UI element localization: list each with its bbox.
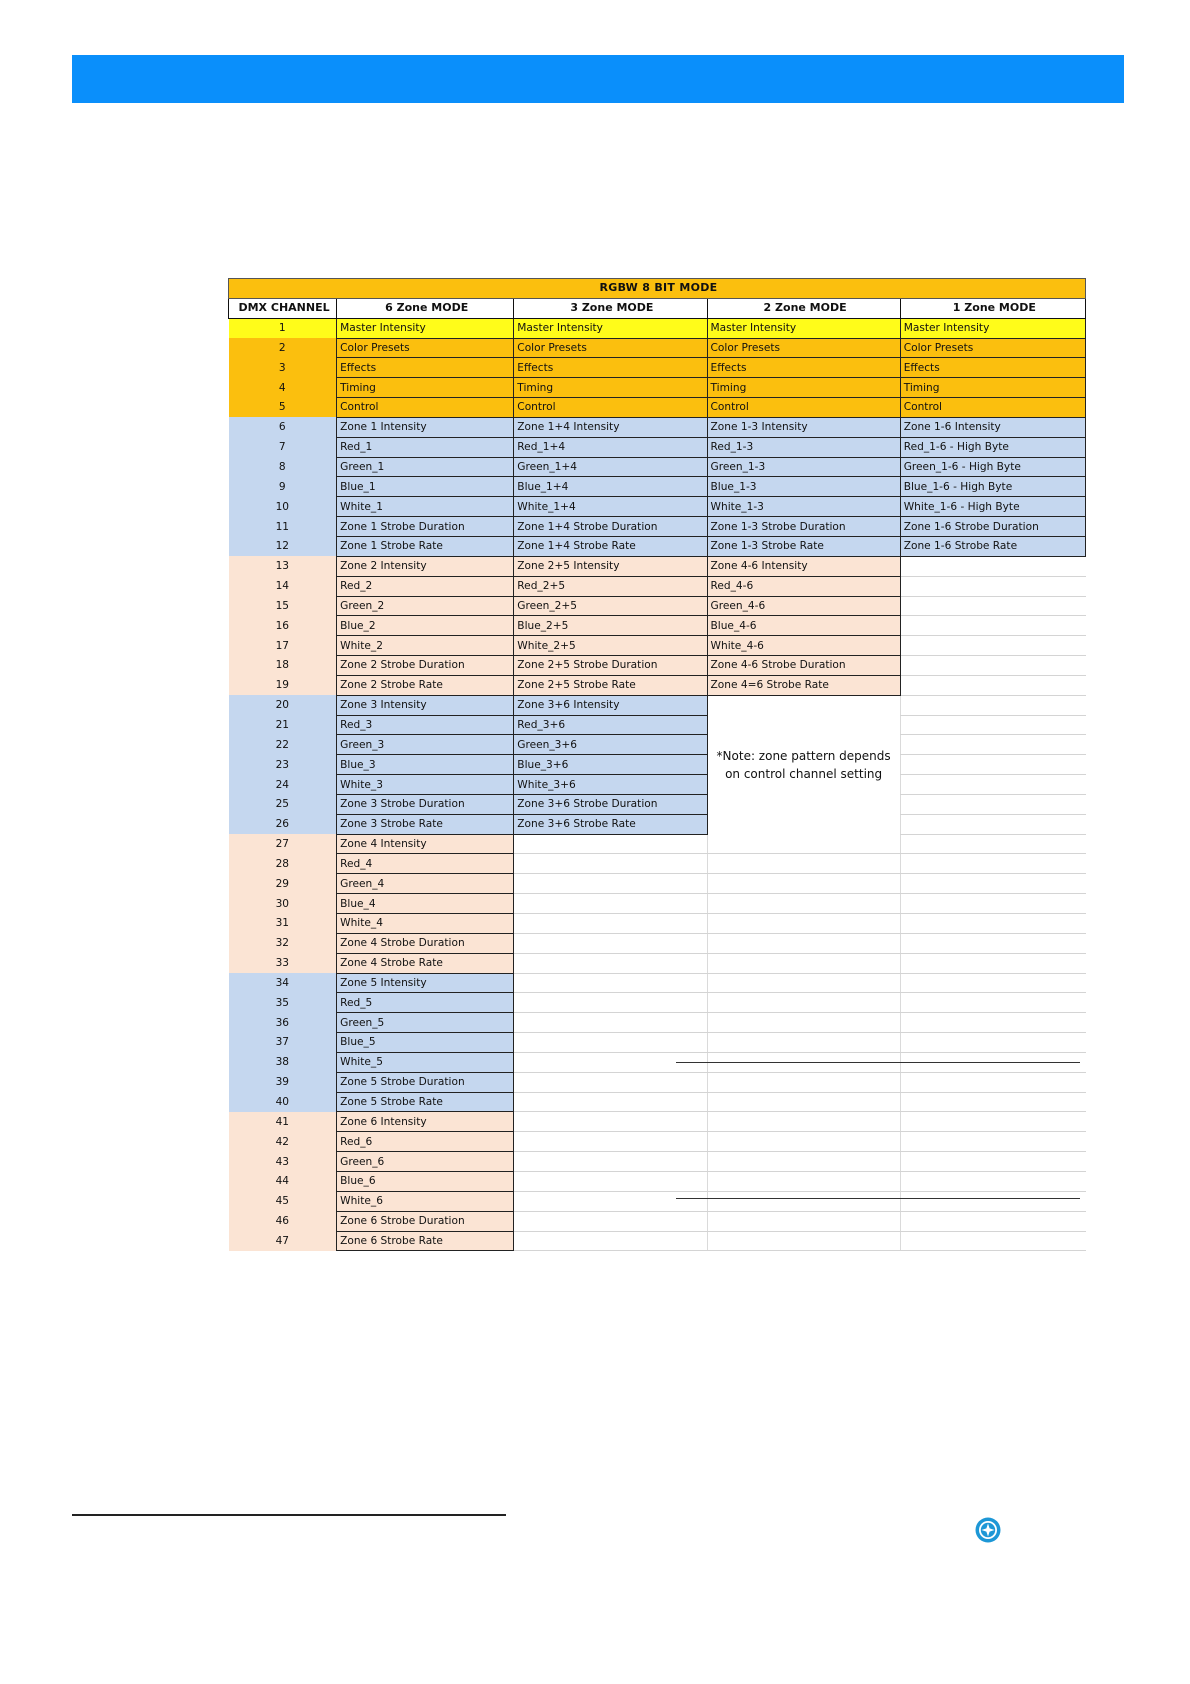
cell-6-zone: White_2 <box>337 636 514 656</box>
cell-6-zone: Blue_3 <box>337 755 514 775</box>
table-row <box>229 656 1086 676</box>
cell-2-zone: Color Presets <box>707 338 900 358</box>
cell-2-zone: Zone 4-6 Strobe Duration <box>707 656 900 676</box>
channel-number: 28 <box>229 854 337 874</box>
table-body <box>229 318 1086 1251</box>
cell-3-zone: Green_1+4 <box>514 457 707 477</box>
table-row <box>229 556 1086 576</box>
header-3-zone: 3 Zone MODE <box>514 298 707 318</box>
channel-number: 36 <box>229 1013 337 1033</box>
cell-2-zone <box>707 914 900 934</box>
table-row <box>229 318 1086 338</box>
channel-number: 1 <box>229 318 337 338</box>
cell-6-zone: Zone 3 Strobe Duration <box>337 794 514 814</box>
cell-1-zone <box>900 1152 1085 1172</box>
channel-number: 44 <box>229 1171 337 1191</box>
table-row <box>229 1052 1086 1072</box>
cell-2-zone: Zone 4-6 Intensity <box>707 556 900 576</box>
cell-3-zone <box>514 1052 707 1072</box>
cell-3-zone <box>514 993 707 1013</box>
channel-number: 16 <box>229 616 337 636</box>
cell-6-zone: Blue_6 <box>337 1171 514 1191</box>
cell-1-zone <box>900 1092 1085 1112</box>
cell-1-zone <box>900 576 1085 596</box>
cell-3-zone: White_3+6 <box>514 775 707 795</box>
table-row <box>229 735 1086 755</box>
cell-1-zone <box>900 755 1085 775</box>
channel-number: 35 <box>229 993 337 1013</box>
cell-6-zone: Green_1 <box>337 457 514 477</box>
cell-2-zone <box>707 1112 900 1132</box>
cell-3-zone <box>514 1211 707 1231</box>
channel-number: 24 <box>229 775 337 795</box>
cell-6-zone: Red_4 <box>337 854 514 874</box>
cell-6-zone: Control <box>337 398 514 418</box>
cell-3-zone: Zone 3+6 Intensity <box>514 695 707 715</box>
table-row <box>229 1132 1086 1152</box>
table-row <box>229 576 1086 596</box>
cell-2-zone: White_1-3 <box>707 497 900 517</box>
cell-3-zone <box>514 874 707 894</box>
cell-6-zone: Zone 4 Strobe Rate <box>337 953 514 973</box>
cell-3-zone: Zone 1+4 Strobe Rate <box>514 536 707 556</box>
cell-3-zone <box>514 854 707 874</box>
cell-1-zone <box>900 914 1085 934</box>
channel-number: 33 <box>229 953 337 973</box>
cell-6-zone: Blue_5 <box>337 1033 514 1053</box>
table-row <box>229 1211 1086 1231</box>
cell-3-zone: Green_3+6 <box>514 735 707 755</box>
channel-number: 8 <box>229 457 337 477</box>
table-row <box>229 1191 1086 1211</box>
table-row <box>229 874 1086 894</box>
header-6-zone: 6 Zone MODE <box>337 298 514 318</box>
footer-rule <box>72 1514 506 1516</box>
cell-1-zone: Zone 1-6 Strobe Duration <box>900 517 1085 537</box>
cell-3-zone: Color Presets <box>514 338 707 358</box>
cell-6-zone: Zone 5 Strobe Rate <box>337 1092 514 1112</box>
cell-6-zone: White_5 <box>337 1052 514 1072</box>
cell-3-zone: Master Intensity <box>514 318 707 338</box>
cell-3-zone <box>514 914 707 934</box>
cell-3-zone: Red_3+6 <box>514 715 707 735</box>
header-row <box>229 298 1086 318</box>
table-row <box>229 814 1086 834</box>
channel-number: 12 <box>229 536 337 556</box>
cell-1-zone: Green_1-6 - High Byte <box>900 457 1085 477</box>
cell-6-zone: Zone 5 Strobe Duration <box>337 1072 514 1092</box>
channel-number: 37 <box>229 1033 337 1053</box>
header-1-zone: 1 Zone MODE <box>900 298 1085 318</box>
cell-6-zone: Color Presets <box>337 338 514 358</box>
cell-2-zone: Timing <box>707 378 900 398</box>
cell-1-zone <box>900 596 1085 616</box>
table-row <box>229 457 1086 477</box>
cell-1-zone <box>900 1052 1085 1072</box>
cell-2-zone <box>707 1152 900 1172</box>
cell-6-zone: Green_6 <box>337 1152 514 1172</box>
cell-1-zone <box>900 735 1085 755</box>
cell-3-zone: Control <box>514 398 707 418</box>
cell-2-zone <box>707 1171 900 1191</box>
cell-3-zone: White_1+4 <box>514 497 707 517</box>
cell-3-zone: Zone 2+5 Intensity <box>514 556 707 576</box>
cell-6-zone: Master Intensity <box>337 318 514 338</box>
channel-number: 7 <box>229 437 337 457</box>
cell-6-zone: Zone 2 Strobe Duration <box>337 656 514 676</box>
cell-1-zone <box>900 1191 1085 1211</box>
table-row <box>229 755 1086 775</box>
cell-2-zone <box>707 973 900 993</box>
channel-number: 27 <box>229 834 337 854</box>
cell-2-zone: Red_4-6 <box>707 576 900 596</box>
cell-1-zone <box>900 1033 1085 1053</box>
channel-number: 40 <box>229 1092 337 1112</box>
table-row <box>229 1072 1086 1092</box>
dmx-channel-table <box>228 278 1086 1251</box>
channel-number: 15 <box>229 596 337 616</box>
cell-6-zone: Red_1 <box>337 437 514 457</box>
channel-number: 39 <box>229 1072 337 1092</box>
channel-number: 29 <box>229 874 337 894</box>
cell-6-zone: Zone 4 Intensity <box>337 834 514 854</box>
table-row <box>229 1112 1086 1132</box>
cell-6-zone: Zone 3 Intensity <box>337 695 514 715</box>
cell-6-zone: Zone 2 Strobe Rate <box>337 675 514 695</box>
cell-2-zone <box>707 834 900 854</box>
cell-2-zone <box>707 953 900 973</box>
channel-number: 21 <box>229 715 337 735</box>
cell-6-zone: Red_3 <box>337 715 514 735</box>
cell-2-zone: Red_1-3 <box>707 437 900 457</box>
cell-6-zone: Zone 6 Intensity <box>337 1112 514 1132</box>
channel-number: 41 <box>229 1112 337 1132</box>
cell-6-zone: White_1 <box>337 497 514 517</box>
cell-1-zone: Red_1-6 - High Byte <box>900 437 1085 457</box>
table-row <box>229 398 1086 418</box>
table-row <box>229 477 1086 497</box>
cell-1-zone: Effects <box>900 358 1085 378</box>
table-row <box>229 517 1086 537</box>
cell-3-zone <box>514 1033 707 1053</box>
channel-number: 22 <box>229 735 337 755</box>
cell-3-zone <box>514 1072 707 1092</box>
cell-1-zone <box>900 656 1085 676</box>
cell-3-zone <box>514 834 707 854</box>
cell-2-zone: Blue_1-3 <box>707 477 900 497</box>
cell-1-zone <box>900 1112 1085 1132</box>
header-dmx-channel: DMX CHANNEL <box>229 298 337 318</box>
cell-2-zone: Control <box>707 398 900 418</box>
cell-1-zone <box>900 675 1085 695</box>
cell-1-zone <box>900 1072 1085 1092</box>
cell-2-zone <box>707 1013 900 1033</box>
cell-1-zone <box>900 933 1085 953</box>
cell-1-zone <box>900 973 1085 993</box>
cell-2-zone <box>707 993 900 1013</box>
cell-3-zone: Green_2+5 <box>514 596 707 616</box>
channel-number: 13 <box>229 556 337 576</box>
channel-number: 6 <box>229 417 337 437</box>
cell-2-zone <box>707 933 900 953</box>
cell-2-zone <box>707 854 900 874</box>
cell-2-zone: Zone 1-3 Intensity <box>707 417 900 437</box>
cell-3-zone <box>514 1171 707 1191</box>
cell-1-zone: Blue_1-6 - High Byte <box>900 477 1085 497</box>
cell-1-zone <box>900 1211 1085 1231</box>
cell-6-zone: Zone 3 Strobe Rate <box>337 814 514 834</box>
table-row <box>229 1033 1086 1053</box>
cell-1-zone: Timing <box>900 378 1085 398</box>
cell-6-zone: Zone 6 Strobe Rate <box>337 1231 514 1251</box>
cell-2-zone: Zone 1-3 Strobe Duration <box>707 517 900 537</box>
cell-3-zone <box>514 1013 707 1033</box>
cell-3-zone: Zone 1+4 Strobe Duration <box>514 517 707 537</box>
channel-number: 38 <box>229 1052 337 1072</box>
cell-6-zone: White_6 <box>337 1191 514 1211</box>
table-row <box>229 378 1086 398</box>
cell-3-zone: Zone 2+5 Strobe Rate <box>514 675 707 695</box>
table-row <box>229 338 1086 358</box>
cell-3-zone: Red_1+4 <box>514 437 707 457</box>
channel-number: 14 <box>229 576 337 596</box>
zone-pattern-note: *Note: zone pattern depends on control channel setting <box>707 695 900 834</box>
table-row <box>229 417 1086 437</box>
cell-2-zone: White_4-6 <box>707 636 900 656</box>
cell-6-zone: Zone 1 Strobe Rate <box>337 536 514 556</box>
table-title: RGBW 8 BIT MODE <box>229 279 1086 299</box>
cell-1-zone: Master Intensity <box>900 318 1085 338</box>
cell-1-zone <box>900 715 1085 735</box>
cell-6-zone: Zone 4 Strobe Duration <box>337 933 514 953</box>
cell-6-zone: Zone 1 Strobe Duration <box>337 517 514 537</box>
table-row <box>229 794 1086 814</box>
table-row <box>229 1092 1086 1112</box>
table-row <box>229 973 1086 993</box>
cell-1-zone: Color Presets <box>900 338 1085 358</box>
cell-3-zone <box>514 894 707 914</box>
table-row <box>229 914 1086 934</box>
cell-6-zone: Blue_4 <box>337 894 514 914</box>
table-row <box>229 993 1086 1013</box>
cell-1-zone <box>900 814 1085 834</box>
cell-2-zone <box>707 1191 900 1211</box>
cell-3-zone: White_2+5 <box>514 636 707 656</box>
cell-6-zone: Green_4 <box>337 874 514 894</box>
cell-1-zone <box>900 636 1085 656</box>
cell-3-zone: Blue_2+5 <box>514 616 707 636</box>
cell-2-zone: Green_1-3 <box>707 457 900 477</box>
table-row <box>229 1171 1086 1191</box>
cell-1-zone <box>900 794 1085 814</box>
cell-3-zone: Blue_3+6 <box>514 755 707 775</box>
table-row <box>229 834 1086 854</box>
cell-2-zone: Effects <box>707 358 900 378</box>
table-row <box>229 933 1086 953</box>
cell-1-zone <box>900 854 1085 874</box>
cell-3-zone <box>514 1132 707 1152</box>
table-row <box>229 596 1086 616</box>
channel-number: 10 <box>229 497 337 517</box>
table-row <box>229 636 1086 656</box>
cell-1-zone <box>900 894 1085 914</box>
cell-3-zone <box>514 933 707 953</box>
table-row <box>229 715 1086 735</box>
top-banner <box>72 55 1124 103</box>
table-row <box>229 497 1086 517</box>
cell-1-zone <box>900 874 1085 894</box>
cell-2-zone <box>707 1092 900 1112</box>
channel-number: 32 <box>229 933 337 953</box>
cell-2-zone: Green_4-6 <box>707 596 900 616</box>
cell-1-zone: White_1-6 - High Byte <box>900 497 1085 517</box>
table-row <box>229 358 1086 378</box>
table-row <box>229 536 1086 556</box>
table-row <box>229 1231 1086 1251</box>
cell-6-zone: Zone 1 Intensity <box>337 417 514 437</box>
cell-2-zone <box>707 874 900 894</box>
header-2-zone: 2 Zone MODE <box>707 298 900 318</box>
cell-3-zone <box>514 1231 707 1251</box>
cell-3-zone: Zone 1+4 Intensity <box>514 417 707 437</box>
cell-6-zone: Red_5 <box>337 993 514 1013</box>
cell-3-zone: Red_2+5 <box>514 576 707 596</box>
table-row <box>229 616 1086 636</box>
table-row <box>229 695 1086 715</box>
cell-2-zone <box>707 1231 900 1251</box>
cell-2-zone <box>707 1132 900 1152</box>
cell-6-zone: Red_6 <box>337 1132 514 1152</box>
cell-1-zone <box>900 775 1085 795</box>
channel-number: 26 <box>229 814 337 834</box>
cell-1-zone <box>900 1013 1085 1033</box>
table-row <box>229 953 1086 973</box>
cell-2-zone <box>707 1211 900 1231</box>
cell-2-zone: Zone 1-3 Strobe Rate <box>707 536 900 556</box>
cell-6-zone: Zone 2 Intensity <box>337 556 514 576</box>
channel-number: 20 <box>229 695 337 715</box>
table-row <box>229 854 1086 874</box>
cell-1-zone <box>900 953 1085 973</box>
cell-6-zone: Zone 5 Intensity <box>337 973 514 993</box>
table-row <box>229 437 1086 457</box>
cell-3-zone <box>514 973 707 993</box>
channel-number: 23 <box>229 755 337 775</box>
cell-1-zone <box>900 1231 1085 1251</box>
cell-2-zone: Blue_4-6 <box>707 616 900 636</box>
channel-number: 19 <box>229 675 337 695</box>
cell-6-zone: Green_2 <box>337 596 514 616</box>
channel-number: 2 <box>229 338 337 358</box>
channel-number: 46 <box>229 1211 337 1231</box>
cell-6-zone: Blue_2 <box>337 616 514 636</box>
cell-1-zone: Control <box>900 398 1085 418</box>
compass-logo-icon <box>974 1516 1002 1544</box>
channel-number: 9 <box>229 477 337 497</box>
cell-3-zone <box>514 953 707 973</box>
table-row <box>229 894 1086 914</box>
channel-number: 42 <box>229 1132 337 1152</box>
cell-2-zone <box>707 1052 900 1072</box>
cell-3-zone <box>514 1191 707 1211</box>
cell-3-zone: Timing <box>514 378 707 398</box>
cell-6-zone: Effects <box>337 358 514 378</box>
cell-1-zone <box>900 695 1085 715</box>
channel-number: 31 <box>229 914 337 934</box>
cell-6-zone: White_3 <box>337 775 514 795</box>
channel-number: 34 <box>229 973 337 993</box>
cell-1-zone <box>900 834 1085 854</box>
cell-2-zone <box>707 1072 900 1092</box>
cell-1-zone: Zone 1-6 Intensity <box>900 417 1085 437</box>
table-row <box>229 1152 1086 1172</box>
cell-3-zone: Zone 2+5 Strobe Duration <box>514 656 707 676</box>
channel-number: 4 <box>229 378 337 398</box>
table-row <box>229 675 1086 695</box>
cell-1-zone <box>900 1132 1085 1152</box>
cell-6-zone: Zone 6 Strobe Duration <box>337 1211 514 1231</box>
cell-1-zone <box>900 616 1085 636</box>
cell-2-zone: Zone 4=6 Strobe Rate <box>707 675 900 695</box>
cell-3-zone <box>514 1152 707 1172</box>
channel-number: 30 <box>229 894 337 914</box>
channel-number: 3 <box>229 358 337 378</box>
cell-2-zone <box>707 1033 900 1053</box>
channel-number: 11 <box>229 517 337 537</box>
cell-6-zone: Green_3 <box>337 735 514 755</box>
channel-number: 18 <box>229 656 337 676</box>
channel-number: 45 <box>229 1191 337 1211</box>
cell-6-zone: White_4 <box>337 914 514 934</box>
cell-3-zone: Zone 3+6 Strobe Duration <box>514 794 707 814</box>
cell-6-zone: Timing <box>337 378 514 398</box>
channel-number: 25 <box>229 794 337 814</box>
cell-6-zone: Blue_1 <box>337 477 514 497</box>
cell-6-zone: Green_5 <box>337 1013 514 1033</box>
channel-number: 17 <box>229 636 337 656</box>
cell-6-zone: Red_2 <box>337 576 514 596</box>
cell-3-zone <box>514 1092 707 1112</box>
channel-number: 5 <box>229 398 337 418</box>
cell-3-zone: Blue_1+4 <box>514 477 707 497</box>
cell-3-zone: Zone 3+6 Strobe Rate <box>514 814 707 834</box>
cell-1-zone <box>900 556 1085 576</box>
cell-3-zone <box>514 1112 707 1132</box>
table-row <box>229 775 1086 795</box>
table-row <box>229 1013 1086 1033</box>
channel-number: 47 <box>229 1231 337 1251</box>
cell-2-zone <box>707 894 900 914</box>
channel-number: 43 <box>229 1152 337 1172</box>
cell-1-zone <box>900 993 1085 1013</box>
cell-2-zone: Master Intensity <box>707 318 900 338</box>
cell-1-zone: Zone 1-6 Strobe Rate <box>900 536 1085 556</box>
cell-1-zone <box>900 1171 1085 1191</box>
cell-3-zone: Effects <box>514 358 707 378</box>
